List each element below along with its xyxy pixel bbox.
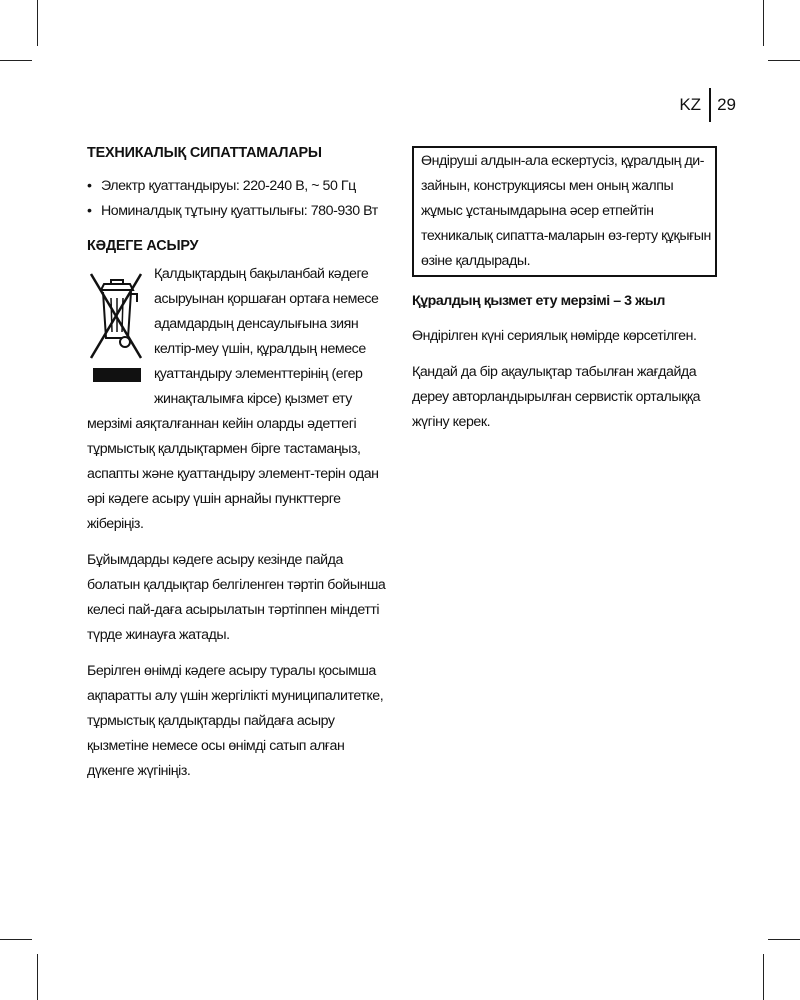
spec-item: • Электр қуаттандыруы: 220-240 В, ~ 50 Гц bbox=[87, 174, 391, 199]
disposal-section bbox=[87, 262, 391, 537]
disposal-intro-text: Қалдықтардың бақыланбай кәдеге асыруынан қоршаған ортаға немесе адамдардың денсаулығына зиян келтір-меу үшін, құралдың немесе қуаттандыру элементтерінің (егер жинақталымға кірсе) қызмет ету мерзімі аяқталғаннан кейін оларды әдеттегі тұрмыстық қалдықтармен бірге тастамаңыз, аспапты және қуаттандыру элемент-терін одан әрі кәдеге асыру үшін арнайы пункттерге жіберіңіз. bbox=[87, 266, 379, 532]
page-header bbox=[679, 88, 736, 122]
service-life-paragraph: Қандай да бір ақаулықтар табылған жағдайда дереу авторландырылған сервистік орталыққа жүгіну керек. bbox=[412, 364, 701, 430]
crop-mark bbox=[763, 0, 764, 46]
left-column bbox=[87, 140, 391, 784]
crop-mark bbox=[0, 60, 32, 61]
crop-mark bbox=[768, 60, 800, 61]
crop-mark bbox=[37, 954, 38, 1000]
crop-mark bbox=[768, 939, 800, 940]
disposal-heading: КӘДЕГЕ АСЫРУ bbox=[87, 238, 199, 254]
manufacturer-notice-text: Өндіруші алдын-ала ескертусіз, құралдың ди-зайнын, конструкциясы мен оның жалпы жұмыс ұстанымдарына әсер етпейтін техникалық сипатта-маларын өз-герту құқығын өзіне қалдырады. bbox=[421, 153, 711, 269]
spec-item: • Номиналдық тұтыну қуаттылығы: 780-930 Вт bbox=[87, 199, 391, 224]
service-life-paragraph: Өндірілген күні сериялық нөмірде көрсетілген. bbox=[412, 328, 697, 344]
disposal-paragraph: Бұйымдарды кәдеге асыру кезінде пайда болатын қалдықтар белгіленген тәртіп бойынша келесі пай-даға асырылатын тәртіппен міндетті түрде жинауға жатады. bbox=[87, 552, 386, 643]
crop-mark bbox=[763, 954, 764, 1000]
page-number: 29 bbox=[717, 95, 736, 114]
crop-mark bbox=[37, 0, 38, 46]
service-life-heading: Құралдың қызмет ету мерзімі – 3 жыл bbox=[412, 293, 665, 309]
language-code: KZ bbox=[679, 95, 702, 114]
header-divider bbox=[709, 88, 711, 122]
crossed-out-wheelie-bin-icon bbox=[87, 268, 145, 398]
crop-mark bbox=[0, 939, 32, 940]
disposal-paragraph: Берілген өнімді кәдеге асыру туралы қосымша ақпаратты алу үшін жергілікті муниципалитетке, тұрмыстық қалдықтарды пайдаға асыру қызметіне немесе осы өнімді сатып алған дүкенге жүгініңіз. bbox=[87, 663, 384, 779]
specs-heading: ТЕХНИКАЛЫҚ СИПАТТАМАЛАРЫ bbox=[87, 145, 322, 161]
right-column bbox=[412, 140, 717, 435]
specs-list bbox=[87, 174, 391, 224]
manufacturer-notice-box bbox=[412, 146, 717, 277]
